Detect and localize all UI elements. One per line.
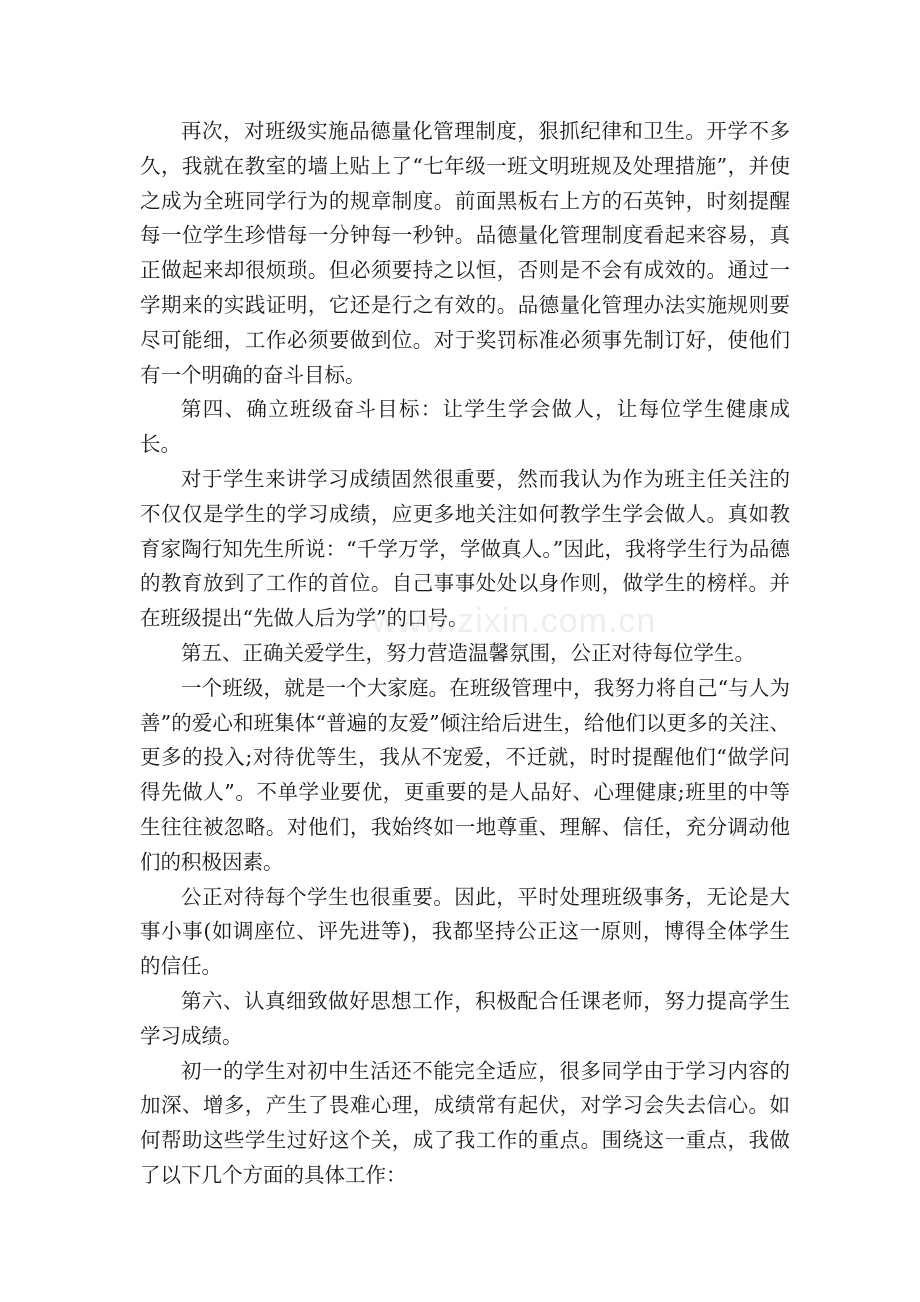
heading-sixth-thought-work: 第六、认真细致做好思想工作，积极配合任课老师，努力提高学生学习成绩。 xyxy=(140,988,790,1048)
site-watermark: www.zixin.com.cn xyxy=(372,602,657,640)
heading-fourth-goal: 第四、确立班级奋斗目标：让学生学会做人，让每位学生健康成长。 xyxy=(140,397,790,457)
document-body xyxy=(140,114,790,1193)
paragraph-class-family: 一个班级，就是一个大家庭。在班级管理中，我努力将自己“与人为善”的爱心和班集体“普遍的友爱”倾注给后进生，给他们以更多的关注、更多的投入;对待优等生，我从不宠爱，不迁就，时时提醒他们“做学问得先做人”。不单学业要优，更重要的是人品好、心理健康;班里的中等生往往被忽略。对他们，我始终如一地尊重、理解、信任，充分调动他们的积极因素。 xyxy=(140,675,790,874)
paragraph-first-year-students: 初一的学生对初中生活还不能完全适应，很多同学由于学习内容的加深、增多，产生了畏难心理，成绩常有起伏，对学习会失去信心。如何帮助这些学生过好这个关，成了我工作的重点。围绕这一重点，我做了以下几个方面的具体工作： xyxy=(140,1058,790,1187)
paragraph-fairness: 公正对待每个学生也很重要。因此，平时处理班级事务，无论是大事小事(如调座位、评先进等)，我都坚持公正这一原则，博得全体学生的信任。 xyxy=(140,884,790,979)
paragraph-moral-quantification: 再次，对班级实施品德量化管理制度，狠抓纪律和卫生。开学不多久，我就在教室的墙上贴上了“七年级一班文明班规及处理措施”，并使之成为全班同学行为的规章制度。前面黑板右上方的石英钟，时刻提醒每一位学生珍惜每一分钟每一秒钟。品德量化管理制度看起来容易，真正做起来却很烦琐。但必须要持之以恒，否则是不会有成效的。通过一学期来的实践证明，它还是行之有效的。品德量化管理办法实施规则要尽可能细，工作必须要做到位。对于奖罚标准必须事先制订好，使他们有一个明确的奋斗目标。 xyxy=(140,119,790,387)
heading-fifth-care: 第五、正确关爱学生，努力营造温馨氛围，公正对待每位学生。 xyxy=(181,640,755,665)
paragraph-learn-to-be-human: 对于学生来讲学习成绩固然很重要，然而我认为作为班主任关注的不仅仅是学生的学习成绩，应更多地关注如何教学生学会做人。真如教育家陶行知先生所说：“千学万学，学做真人。”因此，我将学生行为品德的教育放到了工作的首位。自己事事处处以身作则，做学生的榜样。并在班级提出“先做人后为学”的口号。 xyxy=(140,466,790,631)
